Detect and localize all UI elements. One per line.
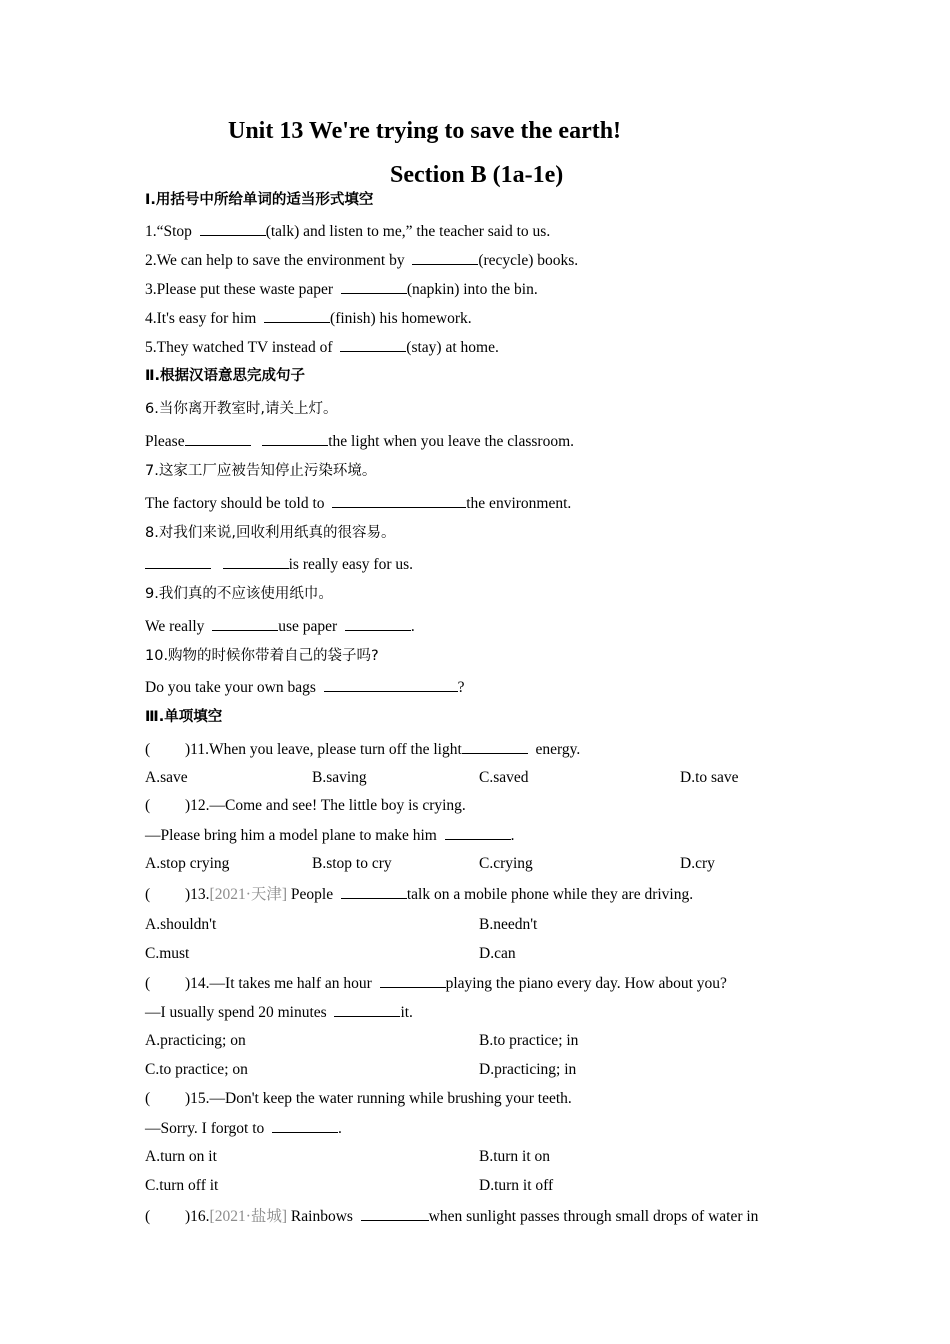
section-heading-3: Ⅲ.单项填空 xyxy=(145,709,223,725)
answer-blank xyxy=(445,825,511,840)
option-14-d: D.practicing; in xyxy=(479,1061,577,1078)
option-12-c: C.crying xyxy=(479,855,533,872)
question-source: [2021·天津] xyxy=(209,886,288,903)
question-12-line2: —Please bring him a model plane to make him . xyxy=(145,827,515,844)
question-14: ( )14.—It takes me half an hour playing the piano every day. How about you? xyxy=(145,975,727,992)
question-14-line2: —I usually spend 20 minutes it. xyxy=(145,1004,413,1021)
answer-blank[interactable] xyxy=(145,554,211,569)
option-15-a: A.turn on it xyxy=(145,1148,217,1165)
option-11-a: A.save xyxy=(145,769,188,786)
question-9-chinese: 9.我们真的不应该使用纸巾。 xyxy=(145,586,333,602)
question-10: Do you take your own bags ? xyxy=(145,679,465,696)
page-subtitle: Section B (1a-1e) xyxy=(390,162,564,188)
option-11-b: B.saving xyxy=(312,769,367,786)
option-14-b: B.to practice; in xyxy=(479,1032,579,1049)
question-6: Please the light when you leave the classroom. xyxy=(145,433,575,450)
option-15-b: B.turn it on xyxy=(479,1148,551,1165)
option-13-c: C.must xyxy=(145,945,190,962)
answer-blank xyxy=(341,884,407,899)
answer-paren[interactable]: ( xyxy=(145,741,151,758)
answer-paren[interactable]: ( xyxy=(145,1090,151,1107)
option-14-a: A.practicing; on xyxy=(145,1032,246,1049)
question-13: ( )13.[2021·天津] People talk on a mobile phone while they are driving. xyxy=(145,886,694,903)
option-11-d: D.to save xyxy=(680,769,739,786)
question-8-chinese: 8.对我们来说,回收利用纸真的很容易。 xyxy=(145,525,396,541)
question-12: ( )12.—Come and see! The little boy is crying. xyxy=(145,797,466,814)
question-2: 2.We can help to save the environment by (recycle) books. xyxy=(145,252,579,269)
answer-blank[interactable] xyxy=(345,616,411,631)
answer-paren[interactable]: ( xyxy=(145,797,151,814)
option-13-d: D.can xyxy=(479,945,516,962)
question-5: 5.They watched TV instead of (stay) at home. xyxy=(145,339,499,356)
question-16: ( )16.[2021·盐城] Rainbows when sunlight passes through small drops of water in xyxy=(145,1208,759,1225)
question-15-line2: —Sorry. I forgot to . xyxy=(145,1120,342,1137)
question-3: 3.Please put these waste paper (napkin) into the bin. xyxy=(145,281,538,298)
page-title: Unit 13 We're trying to save the earth! xyxy=(228,118,622,144)
option-12-a: A.stop crying xyxy=(145,855,230,872)
section-heading-2: Ⅱ.根据汉语意思完成句子 xyxy=(145,368,306,384)
option-12-d: D.cry xyxy=(680,855,715,872)
answer-blank[interactable] xyxy=(412,250,478,265)
answer-blank xyxy=(380,973,446,988)
question-1: 1.“Stop (talk) and listen to me,” the teacher said to us. xyxy=(145,223,551,240)
answer-blank[interactable] xyxy=(212,616,278,631)
question-7-chinese: 7.这家工厂应被告知停止污染环境。 xyxy=(145,463,377,479)
answer-blank[interactable] xyxy=(324,677,458,692)
question-10-chinese: 10.购物的时候你带着自己的袋子吗? xyxy=(145,648,379,664)
question-6-chinese: 6.当你离开教室时,请关上灯。 xyxy=(145,401,338,417)
option-15-c: C.turn off it xyxy=(145,1177,219,1194)
answer-blank[interactable] xyxy=(200,221,266,236)
answer-blank xyxy=(462,739,528,754)
question-8: is really easy for us. xyxy=(145,554,413,575)
option-14-c: C.to practice; on xyxy=(145,1061,248,1078)
question-15: ( )15.—Don't keep the water running while brushing your teeth. xyxy=(145,1090,572,1107)
answer-blank xyxy=(272,1118,338,1133)
option-15-d: D.turn it off xyxy=(479,1177,554,1194)
question-4: 4.It's easy for him (finish) his homework. xyxy=(145,310,472,327)
question-source: [2021·盐城] xyxy=(209,1208,288,1225)
question-7: The factory should be told to the environment. xyxy=(145,495,572,512)
section-heading-1: Ⅰ.用括号中所给单词的适当形式填空 xyxy=(145,192,374,208)
option-12-b: B.stop to cry xyxy=(312,855,392,872)
answer-blank[interactable] xyxy=(340,337,406,352)
answer-paren[interactable]: ( xyxy=(145,886,151,903)
answer-blank[interactable] xyxy=(185,431,251,446)
answer-blank[interactable] xyxy=(264,308,330,323)
answer-blank[interactable] xyxy=(332,493,466,508)
option-11-c: C.saved xyxy=(479,769,529,786)
answer-blank[interactable] xyxy=(262,431,328,446)
answer-blank[interactable] xyxy=(341,279,407,294)
option-13-b: B.needn't xyxy=(479,916,538,933)
answer-blank[interactable] xyxy=(223,554,289,569)
question-11: ( )11.When you leave, please turn off the light energy. xyxy=(145,741,581,758)
answer-blank xyxy=(334,1002,400,1017)
option-13-a: A.shouldn't xyxy=(145,916,217,933)
answer-blank xyxy=(361,1206,429,1221)
question-9: We really use paper . xyxy=(145,618,415,635)
answer-paren[interactable]: ( xyxy=(145,1208,151,1225)
answer-paren[interactable]: ( xyxy=(145,975,151,992)
